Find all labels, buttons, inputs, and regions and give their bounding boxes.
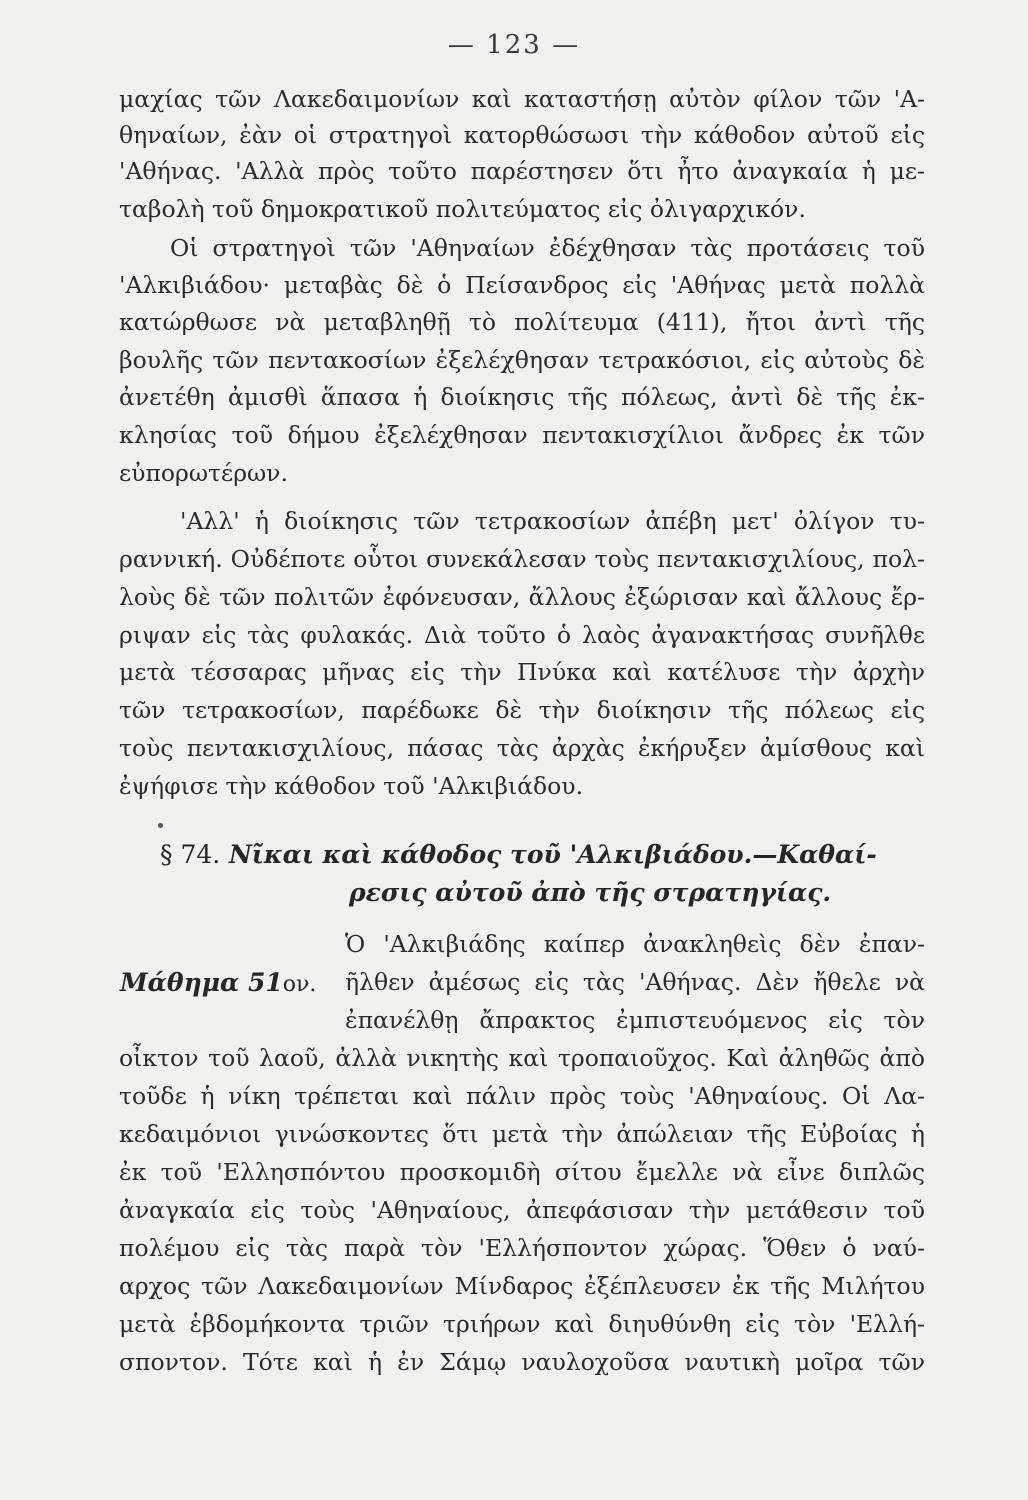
text-line: αρχος τῶν Λακεδαιμονίων Μίνδαρος ἐξέπλευσεν ἐκ τῆς Μιλήτου [119,1272,925,1300]
text-line: ριψαν εἰς τὰς φυλακάς. Διὰ τοῦτο ὁ λαὸς ἀγανακτήσας συνῆλθε [119,621,925,649]
lesson-label: Μάθημα 51 [120,968,283,997]
text-line: ἀναγκαία εἰς τοὺς 'Αθηναίους, ἀπεφάσισαν τὴν μετάθεσιν τοῦ [119,1196,925,1224]
text-line: ἐπανέλθῃ ἄπρακτος ἐμπιστευόμενος εἰς τὸν [345,1006,925,1034]
text-line: Οἱ στρατηγοὶ τῶν 'Αθηναίων ἐδέχθησαν τὰς προτάσεις τοῦ [170,234,925,262]
text-line: βουλῆς τῶν πεντακοσίων ἐξελέχθησαν τετρακόσιοι, εἰς αὐτοὺς δὲ [119,346,925,374]
text-line: μαχίας τῶν Λακεδαιμονίων καὶ καταστήσῃ αὐτὸν φίλον τῶν 'Α- [119,85,925,113]
text-line: 'Αθήνας. 'Αλλὰ πρὸς τοῦτο παρέστησεν ὅτι ἦτο ἀναγκαία ἡ με- [119,157,925,185]
text-line: ῆλθεν ἀμέσως εἰς τὰς 'Αθήνας. Δὲν ἤθελε νὰ [345,968,925,996]
text-line: κεδαιμόνιοι γινώσκοντες ὅτι μετὰ τὴν ἀπώλειαν τῆς Εὐβοίας ἡ [119,1120,925,1148]
text-line: τοὺς πεντακισχιλίους, πάσας τὰς ἀρχὰς ἐκήρυξεν ἀμίσθους καὶ [119,734,925,762]
text-line: τοῦδε ἡ νίκη τρέπεται καὶ πάλιν πρὸς τοὺς 'Αθηναίους. Οἱ Λα- [119,1082,925,1110]
text-line: τῶν τετρακοσίων, παρέδωκε δὲ τὴν διοίκησιν τῆς πόλεως εἰς [119,696,925,724]
text-line: ἀνετέθη ἀμισθὶ ἅπασα ἡ διοίκησις τῆς πόλεως, ἀντὶ δὲ τῆς ἐκ- [119,383,925,411]
text-line: εὐπορωτέρων. [119,459,288,487]
text-line: μετὰ τέσσαρας μῆνας εἰς τὴν Πνύκα καὶ κατέλυσε τὴν ἀρχὴν [119,658,925,686]
text-line: κλησίας τοῦ δήμου ἐξελέχθησαν πεντακισχίλιοι ἄνδρες ἐκ τῶν [119,421,925,449]
section-heading-line: ρεσις αὐτοῦ ἀπὸ τῆς στρατηγίας. [349,878,832,907]
text-line: ραννική. Οὐδέποτε οὗτοι συνεκάλεσαν τοὺς πεντακισχιλίους, πολ- [119,545,925,573]
text-line: μετὰ ἑβδομήκοντα τριῶν τριήρων καὶ διηυθύνθη εἰς τὸν 'Ελλή- [119,1310,925,1338]
lesson-suffix: ον. [282,972,317,997]
section-title: Νῖκαι καὶ κάθοδος τοῦ 'Αλκιβιάδου.—Καθαί- [228,840,877,869]
text-line: θηναίων, ἐὰν οἱ στρατηγοὶ κατορθώσωσι τὴν κάθοδον αὐτοῦ εἰς [119,121,925,149]
text-line: Ὁ 'Αλκιβιάδης καίπερ ἀνακληθεὶς δὲν ἐπαν- [345,930,925,958]
section-symbol: § 74. [160,840,221,869]
text-line: ἐκ τοῦ 'Ελλησπόντου προσκομιδὴ σίτου ἔμελλε νὰ εἶνε διπλῶς [119,1158,925,1186]
text-line: οἶκτον τοῦ λαοῦ, ἀλλὰ νικητὴς καὶ τροπαιοῦχος. Καὶ ἀληθῶς ἀπὸ [119,1044,925,1072]
margin-note [120,968,316,997]
text-line: 'Αλλ' ἡ διοίκησις τῶν τετρακοσίων ἀπέβη μετ' ὀλίγον τυ- [180,507,925,535]
text-line: λοὺς δὲ τῶν πολιτῶν ἐφόνευσαν, ἄλλους ἐξώρισαν καὶ ἄλλους ἔρ- [119,583,925,611]
text-line: πολέμου εἰς τὰς παρὰ τὸν 'Ελλήσποντον χώρας. Ὅθεν ὁ ναύ- [119,1234,925,1262]
text-line: σποντον. Τότε καὶ ἡ ἐν Σάμῳ ναυλοχοῦσα ναυτικὴ μοῖρα τῶν [119,1348,925,1376]
printer-mark [158,823,163,828]
text-line: ἐψήφισε τὴν κάθοδον τοῦ 'Αλκιβιάδου. [119,772,584,800]
section-heading-line [160,840,877,869]
text-line: 'Αλκιβιάδου· μεταβὰς δὲ ὁ Πείσανδρος εἰς 'Αθήνας μετὰ πολλὰ [119,271,925,299]
text-line: ταβολὴ τοῦ δημοκρατικοῦ πολιτεύματος εἰς ὀλιγαρχικόν. [119,195,806,223]
text-line: κατώρθωσε νὰ μεταβληθῇ τὸ πολίτευμα (411), ἤτοι ἀντὶ τῆς [119,308,925,336]
page-number: — 123 — [447,30,581,60]
